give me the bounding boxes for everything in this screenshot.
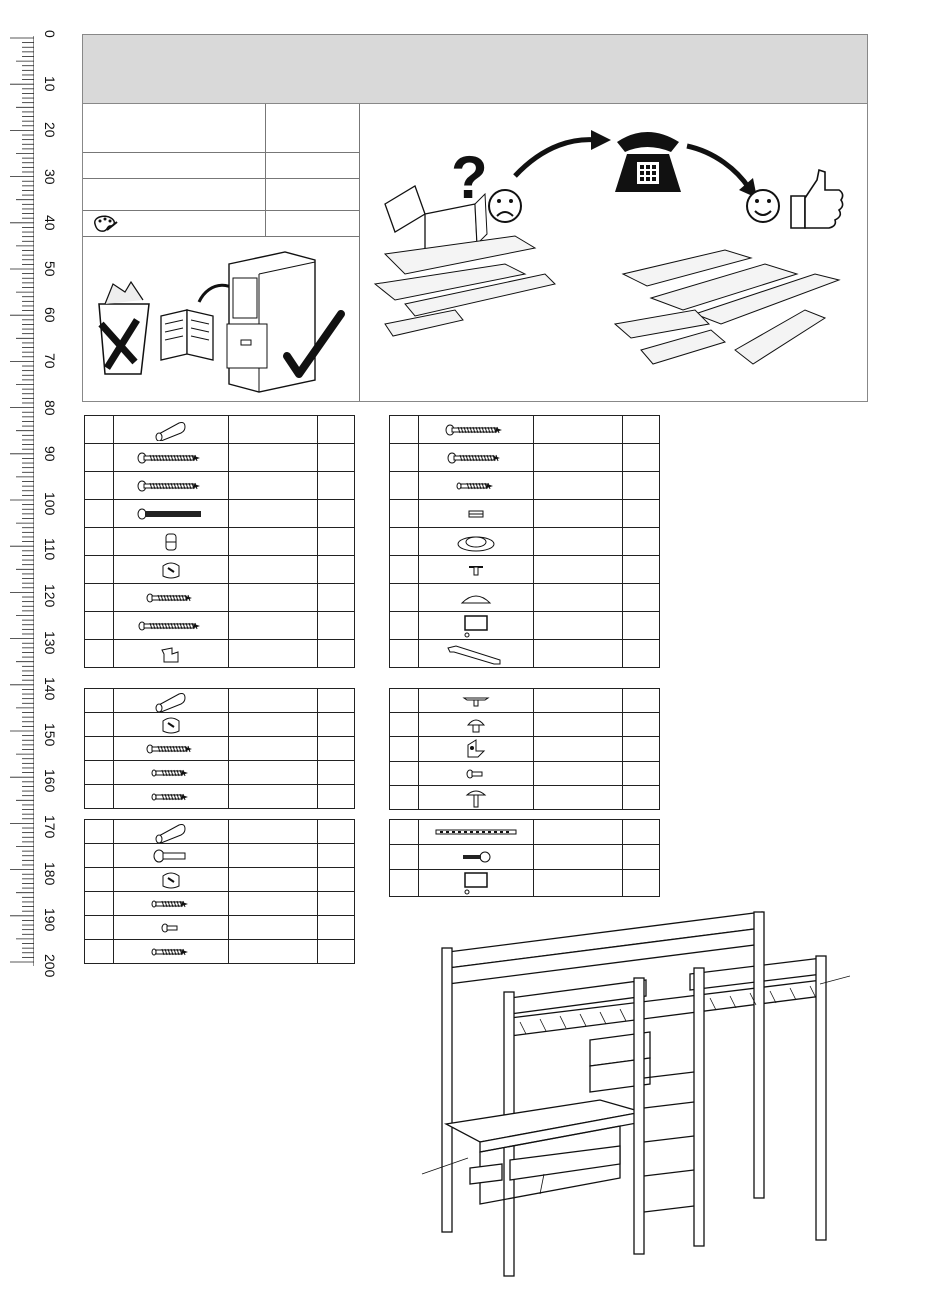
- part-name-cell: [534, 737, 623, 762]
- quantity-cell: [623, 786, 660, 810]
- quantity-cell: [623, 762, 660, 786]
- hardware-table-right-1: [389, 415, 660, 668]
- loft-bed-illustration: [410, 908, 850, 1288]
- flat-pin-icon: [419, 689, 534, 713]
- ruler-label: 100: [42, 492, 58, 516]
- tiny-screw-icon: [114, 916, 229, 940]
- part-number-cell: [390, 786, 419, 810]
- table-row: [390, 584, 660, 612]
- part-number-cell: [85, 444, 114, 472]
- quantity-cell: [318, 820, 355, 844]
- quantity-cell: [318, 528, 355, 556]
- connector-bolt-long-icon: [114, 612, 229, 640]
- part-name-cell: [229, 689, 318, 713]
- ruler-labels: [40, 30, 64, 990]
- table-row: [390, 556, 660, 584]
- quantity-cell: [318, 737, 355, 761]
- part-name-cell: [229, 785, 318, 809]
- part-number-cell: [85, 785, 114, 809]
- ruler-label: 30: [42, 168, 58, 185]
- part-name-cell: [229, 472, 318, 500]
- part-name-cell: [229, 416, 318, 444]
- table-row: [85, 868, 355, 892]
- table-row: [85, 940, 355, 964]
- table-row: [85, 689, 355, 713]
- allen-key-icon: [419, 640, 534, 668]
- quantity-cell: [318, 584, 355, 612]
- part-name-cell: [534, 640, 623, 668]
- part-number-cell: [390, 584, 419, 612]
- table-row: [85, 916, 355, 940]
- ruler-label: 70: [42, 353, 58, 369]
- long-screw-icon: [114, 444, 229, 472]
- ruler-label: 150: [42, 723, 58, 747]
- part-name-cell: [534, 584, 623, 612]
- quantity-cell: [318, 612, 355, 640]
- part-number-cell: [390, 444, 419, 472]
- quantity-cell: [623, 444, 660, 472]
- quantity-cell: [623, 737, 660, 762]
- table-row: [390, 762, 660, 786]
- ruler-label: 120: [42, 584, 58, 608]
- table-row: [85, 556, 355, 584]
- quantity-cell: [318, 556, 355, 584]
- ruler-label: 130: [42, 630, 58, 654]
- panel-row-line: [83, 236, 359, 237]
- table-row: [85, 640, 355, 668]
- cam-lock-icon: [114, 713, 229, 737]
- part-number-cell: [85, 892, 114, 916]
- table-row: [390, 640, 660, 668]
- table-row: [85, 584, 355, 612]
- connector-bolt-icon: [114, 584, 229, 612]
- assembled-boards: [615, 250, 839, 364]
- quantity-cell: [623, 528, 660, 556]
- quantity-cell: [623, 845, 660, 870]
- part-name-cell: [229, 713, 318, 737]
- disposal-illustration: [91, 244, 353, 394]
- quantity-cell: [318, 689, 355, 713]
- short-screw-2-icon: [114, 785, 229, 809]
- table-row: [390, 472, 660, 500]
- part-name-cell: [534, 820, 623, 845]
- quantity-cell: [623, 416, 660, 444]
- part-name-cell: [229, 612, 318, 640]
- table-row: [390, 845, 660, 870]
- panel-row-line: [83, 152, 359, 153]
- part-name-cell: [229, 737, 318, 761]
- table-row: [85, 892, 355, 916]
- table-row: [390, 528, 660, 556]
- quantity-cell: [623, 472, 660, 500]
- template-card-icon: [419, 870, 534, 897]
- table-row: [85, 416, 355, 444]
- part-number-cell: [85, 737, 114, 761]
- panel-row-line: [83, 178, 359, 179]
- quantity-cell: [318, 892, 355, 916]
- table-row: [390, 500, 660, 528]
- quantity-cell: [318, 713, 355, 737]
- table-row: [85, 528, 355, 556]
- ruler-label: 10: [42, 76, 58, 92]
- manual-book-icon: [161, 310, 213, 360]
- quantity-cell: [318, 500, 355, 528]
- ruler-label: 170: [42, 815, 58, 839]
- template-card-icon: [419, 612, 534, 640]
- ruler: [4, 36, 34, 966]
- quantity-cell: [623, 556, 660, 584]
- part-name-cell: [229, 761, 318, 785]
- table-row: [85, 737, 355, 761]
- dowel-icon: [114, 820, 229, 844]
- table-row: [85, 785, 355, 809]
- table-row: [85, 820, 355, 844]
- part-number-cell: [85, 416, 114, 444]
- ruler-label: 0: [42, 30, 58, 38]
- smiley-face-icon: [747, 190, 779, 222]
- table-row: [390, 444, 660, 472]
- part-name-cell: [229, 820, 318, 844]
- quantity-cell: [623, 612, 660, 640]
- part-name-cell: [534, 713, 623, 737]
- part-name-cell: [534, 845, 623, 870]
- table-row: [85, 761, 355, 785]
- info-panel: [82, 104, 868, 402]
- cam-lock-icon: [114, 868, 229, 892]
- table-row: [390, 416, 660, 444]
- quantity-cell: [623, 870, 660, 897]
- ruler-label: 50: [42, 261, 58, 277]
- part-name-cell: [534, 762, 623, 786]
- part-number-cell: [85, 868, 114, 892]
- table-row: [390, 786, 660, 810]
- quantity-cell: [318, 940, 355, 964]
- part-number-cell: [390, 845, 419, 870]
- quantity-cell: [318, 916, 355, 940]
- ruler-label: 40: [42, 214, 58, 231]
- panel-col-divider: [265, 104, 266, 236]
- quantity-cell: [318, 416, 355, 444]
- table-row: [390, 689, 660, 713]
- short-screw-icon: [114, 761, 229, 785]
- quantity-cell: [623, 640, 660, 668]
- part-number-cell: [85, 584, 114, 612]
- panel-divider: [359, 104, 360, 401]
- ruler-label: 200: [42, 954, 58, 978]
- round-plate-icon: [419, 528, 534, 556]
- part-number-cell: [390, 556, 419, 584]
- quantity-cell: [318, 472, 355, 500]
- part-number-cell: [85, 844, 114, 868]
- table-row: [85, 472, 355, 500]
- svg-text:?: ?: [451, 144, 488, 211]
- ruler-label: 160: [42, 769, 58, 793]
- part-number-cell: [85, 528, 114, 556]
- angle-bracket-icon: [419, 737, 534, 762]
- quantity-cell: [318, 761, 355, 785]
- part-number-cell: [85, 940, 114, 964]
- part-number-cell: [85, 761, 114, 785]
- tiny-screw-icon: [419, 762, 534, 786]
- quantity-cell: [623, 584, 660, 612]
- wood-screw-icon: [419, 444, 534, 472]
- palette-icon: [91, 214, 119, 234]
- part-number-cell: [85, 472, 114, 500]
- part-number-cell: [85, 612, 114, 640]
- part-name-cell: [229, 556, 318, 584]
- short-screw-3-icon: [114, 940, 229, 964]
- part-number-cell: [85, 500, 114, 528]
- part-name-cell: [534, 786, 623, 810]
- strip-rail-icon: [419, 820, 534, 845]
- part-name-cell: [229, 500, 318, 528]
- telephone-icon: [615, 132, 681, 192]
- part-name-cell: [229, 444, 318, 472]
- clip-bracket-icon: [114, 640, 229, 668]
- part-name-cell: [534, 556, 623, 584]
- table-row: [85, 444, 355, 472]
- dowel-icon: [114, 689, 229, 713]
- part-name-cell: [534, 472, 623, 500]
- quantity-cell: [623, 689, 660, 713]
- table-row: [390, 820, 660, 845]
- ruler-label: 180: [42, 861, 58, 885]
- part-number-cell: [85, 820, 114, 844]
- bolt-icon: [419, 845, 534, 870]
- part-number-cell: [390, 870, 419, 897]
- quantity-cell: [623, 713, 660, 737]
- bolt-black-icon: [114, 500, 229, 528]
- part-number-cell: [390, 472, 419, 500]
- part-name-cell: [229, 940, 318, 964]
- part-number-cell: [85, 556, 114, 584]
- part-number-cell: [85, 916, 114, 940]
- ruler-label: 90: [42, 445, 58, 462]
- ruler-label: 110: [42, 538, 58, 561]
- part-number-cell: [85, 640, 114, 668]
- hardware-table-left-3: [84, 819, 355, 964]
- table-row: [390, 612, 660, 640]
- part-name-cell: [534, 612, 623, 640]
- dowel-bolt-icon: [114, 844, 229, 868]
- hardware-table-right-3: [389, 819, 660, 897]
- open-box-question-icon: [375, 144, 555, 336]
- small-pin-icon: [419, 556, 534, 584]
- thumbs-up-icon: [791, 170, 843, 228]
- table-row: [85, 844, 355, 868]
- panel-row-line: [83, 210, 359, 211]
- quantity-cell: [318, 785, 355, 809]
- short-screw-icon: [114, 892, 229, 916]
- part-name-cell: [534, 500, 623, 528]
- small-clip-icon: [419, 500, 534, 528]
- part-name-cell: [534, 870, 623, 897]
- ruler-label: 190: [42, 907, 58, 932]
- part-number-cell: [390, 820, 419, 845]
- cap-icon: [419, 584, 534, 612]
- table-row: [85, 713, 355, 737]
- part-name-cell: [229, 892, 318, 916]
- dowel-icon: [114, 416, 229, 444]
- part-number-cell: [390, 416, 419, 444]
- part-name-cell: [534, 689, 623, 713]
- part-name-cell: [229, 844, 318, 868]
- part-name-cell: [229, 528, 318, 556]
- mushroom-cap-icon: [419, 713, 534, 737]
- ruler-label: 140: [42, 676, 58, 701]
- cam-lock-icon: [114, 556, 229, 584]
- part-name-cell: [229, 868, 318, 892]
- quantity-cell: [318, 444, 355, 472]
- hardware-table-left-2: [84, 688, 355, 809]
- part-name-cell: [229, 584, 318, 612]
- part-number-cell: [390, 612, 419, 640]
- part-number-cell: [390, 762, 419, 786]
- part-number-cell: [390, 737, 419, 762]
- cam-dowel-icon: [114, 528, 229, 556]
- filing-cabinet-check-icon: [227, 252, 341, 392]
- part-number-cell: [390, 528, 419, 556]
- quantity-cell: [318, 844, 355, 868]
- short-screw-icon: [419, 472, 534, 500]
- part-number-cell: [390, 689, 419, 713]
- connector-bolt-icon: [114, 737, 229, 761]
- part-number-cell: [85, 689, 114, 713]
- table-row: [85, 612, 355, 640]
- table-row: [85, 500, 355, 528]
- quantity-cell: [623, 820, 660, 845]
- long-screw-2-icon: [114, 472, 229, 500]
- t-pin-icon: [419, 786, 534, 810]
- table-row: [390, 737, 660, 762]
- part-number-cell: [85, 713, 114, 737]
- wood-screw-long-icon: [419, 416, 534, 444]
- ruler-label: 20: [42, 122, 58, 138]
- quantity-cell: [623, 500, 660, 528]
- header-bar: [82, 34, 868, 104]
- support-illustration: [365, 124, 865, 394]
- part-name-cell: [534, 444, 623, 472]
- part-name-cell: [534, 528, 623, 556]
- quantity-cell: [318, 868, 355, 892]
- hardware-table-right-2: [389, 688, 660, 810]
- table-row: [390, 713, 660, 737]
- trash-bin-crossed-icon: [99, 282, 149, 374]
- part-number-cell: [390, 640, 419, 668]
- part-name-cell: [229, 916, 318, 940]
- part-name-cell: [534, 416, 623, 444]
- part-number-cell: [390, 500, 419, 528]
- sad-face-icon: [489, 190, 521, 222]
- part-number-cell: [390, 713, 419, 737]
- quantity-cell: [318, 640, 355, 668]
- ruler-label: 80: [42, 399, 58, 416]
- hardware-table-left-1: [84, 415, 355, 668]
- part-name-cell: [229, 640, 318, 668]
- table-row: [390, 870, 660, 897]
- ruler-label: 60: [42, 307, 58, 323]
